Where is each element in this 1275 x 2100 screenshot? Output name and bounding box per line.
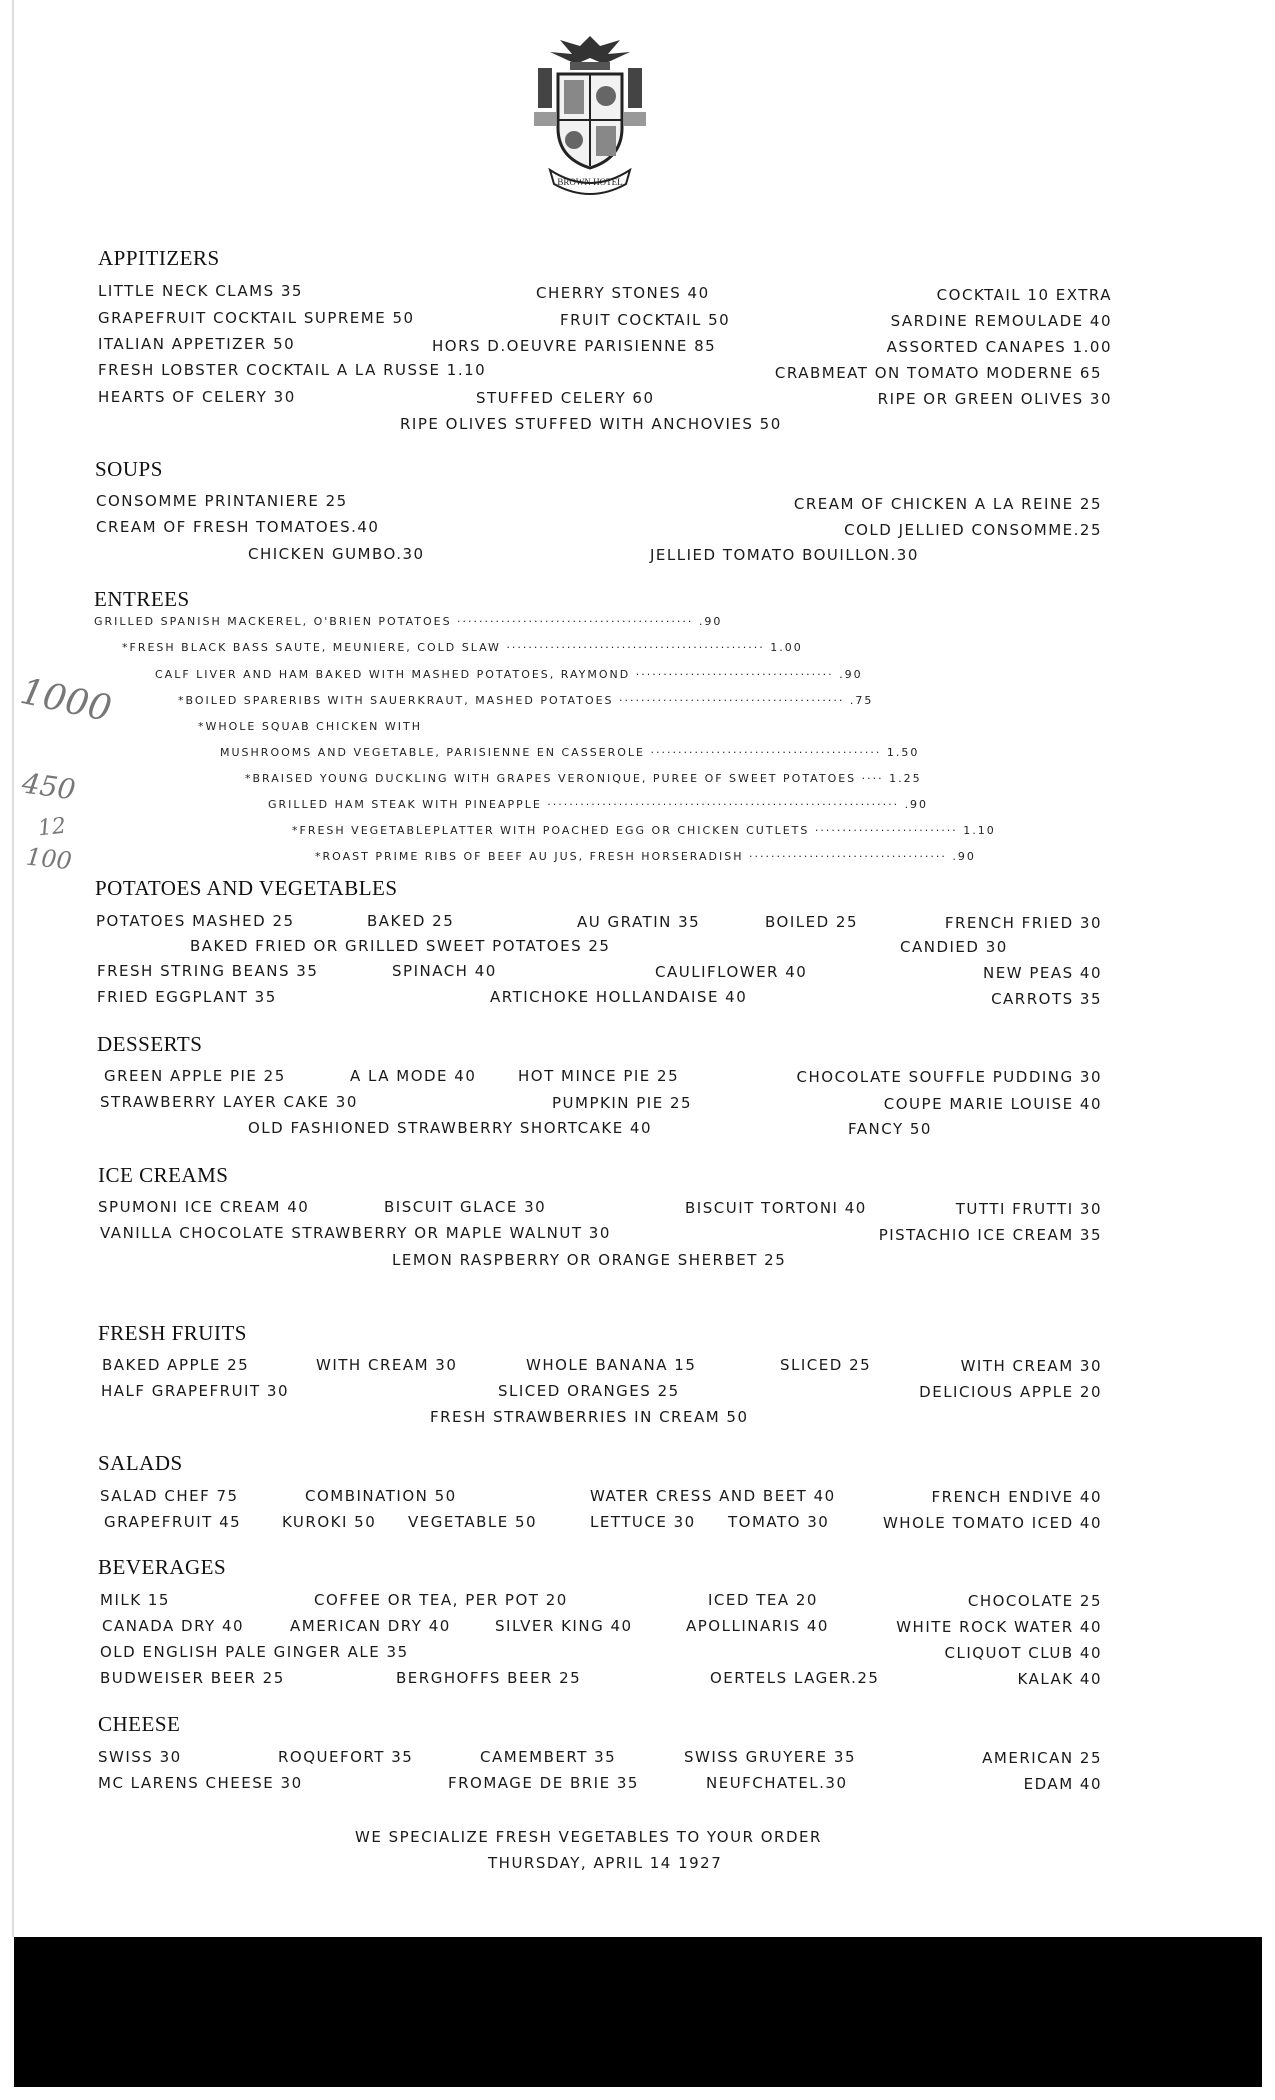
menu-item: CLIQUOT CLUB 40 — [944, 1644, 1102, 1662]
menu-item: GREEN APPLE PIE 25 — [104, 1067, 286, 1085]
entree-item: GRILLED HAM STEAK WITH PINEAPPLE ································································ .90 — [268, 798, 929, 811]
menu-item: SLICED ORANGES 25 — [498, 1382, 680, 1400]
menu-item: FROMAGE DE BRIE 35 — [448, 1774, 639, 1792]
menu-item: FRENCH FRIED 30 — [944, 914, 1102, 932]
menu-item: SLICED 25 — [780, 1356, 872, 1374]
section-title-soups: SOUPS — [95, 457, 163, 481]
footer-specialty-note: WE SPECIALIZE FRESH VEGETABLES TO YOUR ORDER — [355, 1828, 822, 1846]
menu-item: AMERICAN 25 — [982, 1749, 1102, 1767]
entree-item: MUSHROOMS AND VEGETABLE, PARISIENNE EN CASSEROLE ·········································· 1.50 — [220, 746, 920, 759]
menu-item: POTATOES MASHED 25 — [96, 912, 295, 930]
menu-item: GRAPEFRUIT 45 — [104, 1513, 242, 1531]
menu-item: COFFEE OR TEA, PER POT 20 — [314, 1591, 568, 1609]
menu-item: CHOCOLATE SOUFFLE PUDDING 30 — [796, 1068, 1102, 1086]
menu-item: HOT MINCE PIE 25 — [518, 1067, 680, 1085]
menu-item: ASSORTED CANAPES 1.00 — [886, 338, 1112, 356]
footer-date: THURSDAY, APRIL 14 1927 — [488, 1854, 723, 1872]
menu-item: NEUFCHATEL.30 — [706, 1774, 848, 1792]
menu-item: BISCUIT TORTONI 40 — [685, 1199, 867, 1217]
menu-item: SALAD CHEF 75 — [100, 1487, 239, 1505]
entree-item: *BRAISED YOUNG DUCKLING WITH GRAPES VERONIQUE, PUREE OF SWEET POTATOES ···· 1.25 — [245, 772, 922, 785]
menu-item: HEARTS OF CELERY 30 — [98, 388, 296, 406]
menu-item: WITH CREAM 30 — [960, 1357, 1102, 1375]
menu-item: BISCUIT GLACE 30 — [384, 1198, 547, 1216]
margin-note: 12 — [36, 813, 68, 842]
menu-item: SWISS GRUYERE 35 — [684, 1748, 857, 1766]
page-edge — [12, 0, 14, 1937]
menu-item: CRABMEAT ON TOMATO MODERNE 65 — [774, 364, 1102, 382]
menu-item: A LA MODE 40 — [350, 1067, 477, 1085]
menu-item: FRESH STRAWBERRIES IN CREAM 50 — [430, 1408, 749, 1426]
hotel-crest-logo — [520, 28, 660, 198]
menu-item: PISTACHIO ICE CREAM 35 — [878, 1226, 1102, 1244]
entree-item: *BOILED SPARERIBS WITH SAUERKRAUT, MASHED POTATOES ········································· .75 — [178, 694, 874, 707]
menu-item: SPINACH 40 — [392, 962, 497, 980]
menu-item: CREAM OF CHICKEN A LA REINE 25 — [793, 495, 1102, 513]
menu-item: CHOCOLATE 25 — [967, 1592, 1102, 1610]
menu-item: LEMON RASPBERRY OR ORANGE SHERBET 25 — [392, 1251, 787, 1269]
section-title-cheese: CHEESE — [98, 1712, 181, 1736]
menu-item: OERTELS LAGER.25 — [710, 1669, 880, 1687]
menu-item: SPUMONI ICE CREAM 40 — [98, 1198, 310, 1216]
section-title-appetizers: APPITIZERS — [98, 246, 220, 270]
menu-item: COCKTAIL 10 EXTRA — [936, 286, 1112, 304]
menu-item: KALAK 40 — [1017, 1670, 1102, 1688]
menu-item: WITH CREAM 30 — [316, 1356, 458, 1374]
entree-item: *FRESH BLACK BASS SAUTE, MEUNIERE, COLD SLAW ··············································· 1.00 — [122, 641, 803, 654]
menu-item: BAKED 25 — [367, 912, 455, 930]
menu-item: SARDINE REMOULADE 40 — [890, 312, 1112, 330]
section-title-potatoes-vegetables: POTATOES AND VEGETABLES — [95, 876, 398, 900]
section-title-entrees: ENTREES — [94, 587, 190, 611]
menu-item: MC LARENS CHEESE 30 — [98, 1774, 303, 1792]
menu-item: ROQUEFORT 35 — [278, 1748, 414, 1766]
menu-item: COLD JELLIED CONSOMME.25 — [844, 521, 1102, 539]
menu-item: OLD FASHIONED STRAWBERRY SHORTCAKE 40 — [248, 1119, 653, 1137]
menu-item: JELLIED TOMATO BOUILLON.30 — [650, 546, 919, 564]
menu-item: BAKED FRIED OR GRILLED SWEET POTATOES 25 — [190, 937, 611, 955]
menu-item: AMERICAN DRY 40 — [290, 1617, 451, 1635]
menu-item: STRAWBERRY LAYER CAKE 30 — [100, 1093, 358, 1111]
menu-item: FRENCH ENDIVE 40 — [931, 1488, 1102, 1506]
menu-item: CANADA DRY 40 — [102, 1617, 245, 1635]
menu-item: WHOLE BANANA 15 — [526, 1356, 697, 1374]
menu-item: RIPE OLIVES STUFFED WITH ANCHOVIES 50 — [400, 415, 782, 433]
menu-item: CREAM OF FRESH TOMATOES.40 — [96, 518, 380, 536]
menu-item: LITTLE NECK CLAMS 35 — [98, 282, 303, 300]
menu-item: AU GRATIN 35 — [577, 913, 701, 931]
menu-item: FANCY 50 — [848, 1120, 932, 1138]
menu-item: CAMEMBERT 35 — [480, 1748, 617, 1766]
menu-item: DELICIOUS APPLE 20 — [919, 1383, 1102, 1401]
menu-item: RIPE OR GREEN OLIVES 30 — [877, 390, 1112, 408]
section-title-fresh-fruits: FRESH FRUITS — [98, 1321, 247, 1345]
menu-item: CANDIED 30 — [900, 938, 1008, 956]
menu-item: BOILED 25 — [765, 913, 858, 931]
menu-item: WHITE ROCK WATER 40 — [896, 1618, 1102, 1636]
menu-item: SWISS 30 — [98, 1748, 182, 1766]
section-title-beverages: BEVERAGES — [98, 1555, 227, 1579]
section-title-ice-creams: ICE CREAMS — [98, 1163, 229, 1187]
margin-note: 100 — [24, 842, 74, 876]
menu-item: BAKED APPLE 25 — [102, 1356, 250, 1374]
menu-item: CONSOMME PRINTANIERE 25 — [96, 492, 348, 510]
menu-item: KUROKI 50 — [282, 1513, 377, 1531]
menu-item: BUDWEISER BEER 25 — [100, 1669, 285, 1687]
menu-item: ITALIAN APPETIZER 50 — [98, 335, 296, 353]
menu-item: CAULIFLOWER 40 — [655, 963, 808, 981]
entree-item: GRILLED SPANISH MACKEREL, O'BRIEN POTATOES ··········································· .90 — [94, 615, 723, 628]
menu-item: EDAM 40 — [1023, 1775, 1102, 1793]
menu-item: WATER CRESS AND BEET 40 — [590, 1487, 836, 1505]
entree-item: CALF LIVER AND HAM BAKED WITH MASHED POTATOES, RAYMOND ···································· .90 — [155, 668, 863, 681]
menu-item: BERGHOFFS BEER 25 — [396, 1669, 582, 1687]
menu-item: CHERRY STONES 40 — [536, 284, 710, 302]
menu-item: PUMPKIN PIE 25 — [552, 1094, 693, 1112]
entree-item: *ROAST PRIME RIBS OF BEEF AU JUS, FRESH HORSERADISH ···································· .90 — [315, 850, 976, 863]
menu-item: COMBINATION 50 — [305, 1487, 457, 1505]
menu-item: ARTICHOKE HOLLANDAISE 40 — [490, 988, 748, 1006]
menu-item: VANILLA CHOCOLATE STRAWBERRY OR MAPLE WALNUT 30 — [100, 1224, 611, 1242]
scan-edge-band — [14, 1937, 1262, 2087]
menu-item: OLD ENGLISH PALE GINGER ALE 35 — [100, 1643, 409, 1661]
entree-item: *FRESH VEGETABLEPLATTER WITH POACHED EGG OR CHICKEN CUTLETS ·························· 1.10 — [292, 824, 996, 837]
menu-item: FRIED EGGPLANT 35 — [97, 988, 277, 1006]
menu-item: APOLLINARIS 40 — [686, 1617, 829, 1635]
menu-item: ICED TEA 20 — [708, 1591, 818, 1609]
menu-item: STUFFED CELERY 60 — [476, 389, 655, 407]
menu-item: NEW PEAS 40 — [983, 964, 1102, 982]
menu-item: WHOLE TOMATO ICED 40 — [882, 1514, 1102, 1532]
menu-item: CARROTS 35 — [991, 990, 1102, 1008]
menu-item: LETTUCE 30 — [590, 1513, 696, 1531]
menu-item: HORS D.OEUVRE PARISIENNE 85 — [432, 337, 717, 355]
crest-banner-text: BROWN HOTEL — [557, 177, 623, 187]
menu-item: COUPE MARIE LOUISE 40 — [883, 1095, 1102, 1113]
margin-note: 450 — [19, 766, 78, 807]
menu-item: MILK 15 — [100, 1591, 170, 1609]
entree-item: *WHOLE SQUAB CHICKEN WITH — [198, 720, 423, 733]
menu-item: SILVER KING 40 — [495, 1617, 633, 1635]
menu-item: HALF GRAPEFRUIT 30 — [101, 1382, 289, 1400]
menu-item: FRUIT COCKTAIL 50 — [560, 311, 731, 329]
menu-item: VEGETABLE 50 — [408, 1513, 538, 1531]
section-title-desserts: DESSERTS — [97, 1032, 203, 1056]
menu-item: TUTTI FRUTTI 30 — [955, 1200, 1102, 1218]
margin-note: 1000 — [16, 670, 115, 731]
menu-item: FRESH LOBSTER COCKTAIL A LA RUSSE 1.10 — [98, 361, 487, 379]
section-title-salads: SALADS — [98, 1451, 183, 1475]
menu-item: GRAPEFRUIT COCKTAIL SUPREME 50 — [98, 309, 415, 327]
menu-item: TOMATO 30 — [728, 1513, 830, 1531]
menu-item: FRESH STRING BEANS 35 — [97, 962, 319, 980]
menu-item: CHICKEN GUMBO.30 — [248, 545, 425, 563]
